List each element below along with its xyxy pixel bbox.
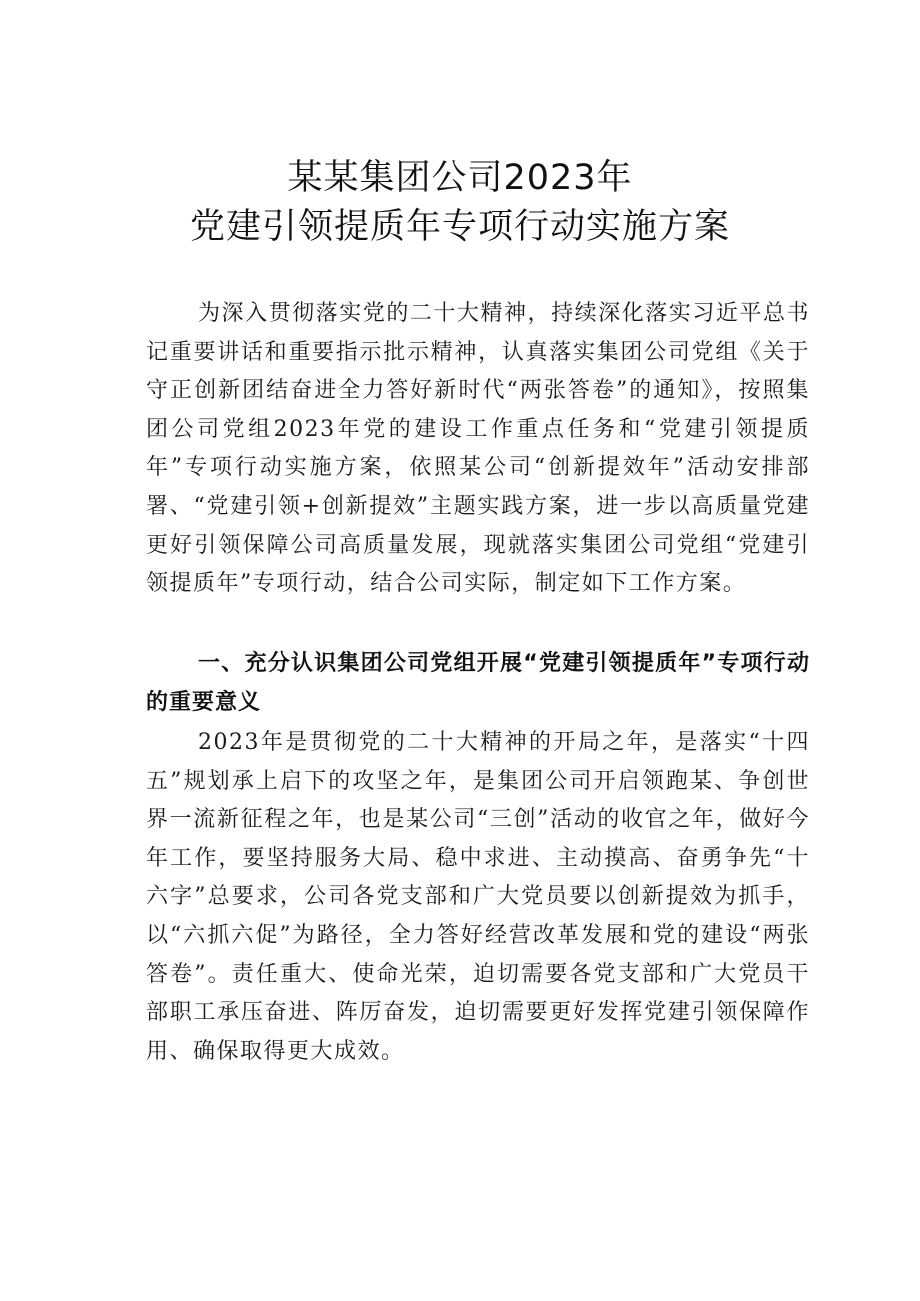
section-1-paragraph: 2023年是贯彻党的二十大精神的开局之年，是落实“十四五”规划承上启下的攻坚之年，是集团公司开启领跑某、争创世界一流新征程之年，也是某公司“三创”活动的收官之年，做好今年工作，要坚持服务大局、稳中求进、主动摸高、奋勇争先“十六字”总要求，公司各党支部和广大党员要以创新提效为抓手，以“六抓六促”为路径，全力答好经营改革发展和党的建设“两张答卷”。责任重大、使命光荣，迫切需要各党支部和广大党员干部职工承压奋进、阵厉奋发，迫切需要更好发挥党建引领保障作用、确保取得更大成效。: [146, 730, 810, 1064]
document-title-line1: 某某集团公司2023年: [287, 158, 633, 198]
section-heading-1: 一、充分认识集团公司党组开展“党建引领提质年”专项行动的重要意义: [146, 651, 810, 715]
document-title-line2: 党建引领提质年专项行动实施方案: [189, 207, 730, 247]
intro-paragraph: 为深入贯彻落实党的二十大精神，持续深化落实习近平总书记重要讲话和重要指示批示精神，认真落实集团公司党组《关于守正创新团结奋进全力答好新时代“两张答卷”的通知》，按照集团公司党组2023年党的建设工作重点任务和“党建引领提质年”专项行动实施方案，依照某公司“创新提效年”活动安排部署、“党建引领+创新提效”主题实践方案，进一步以高质量党建更好引领保障公司高质量发展，现就落实集团公司党组“党建引领提质年”专项行动，结合公司实际，制定如下工作方案。: [146, 301, 810, 597]
